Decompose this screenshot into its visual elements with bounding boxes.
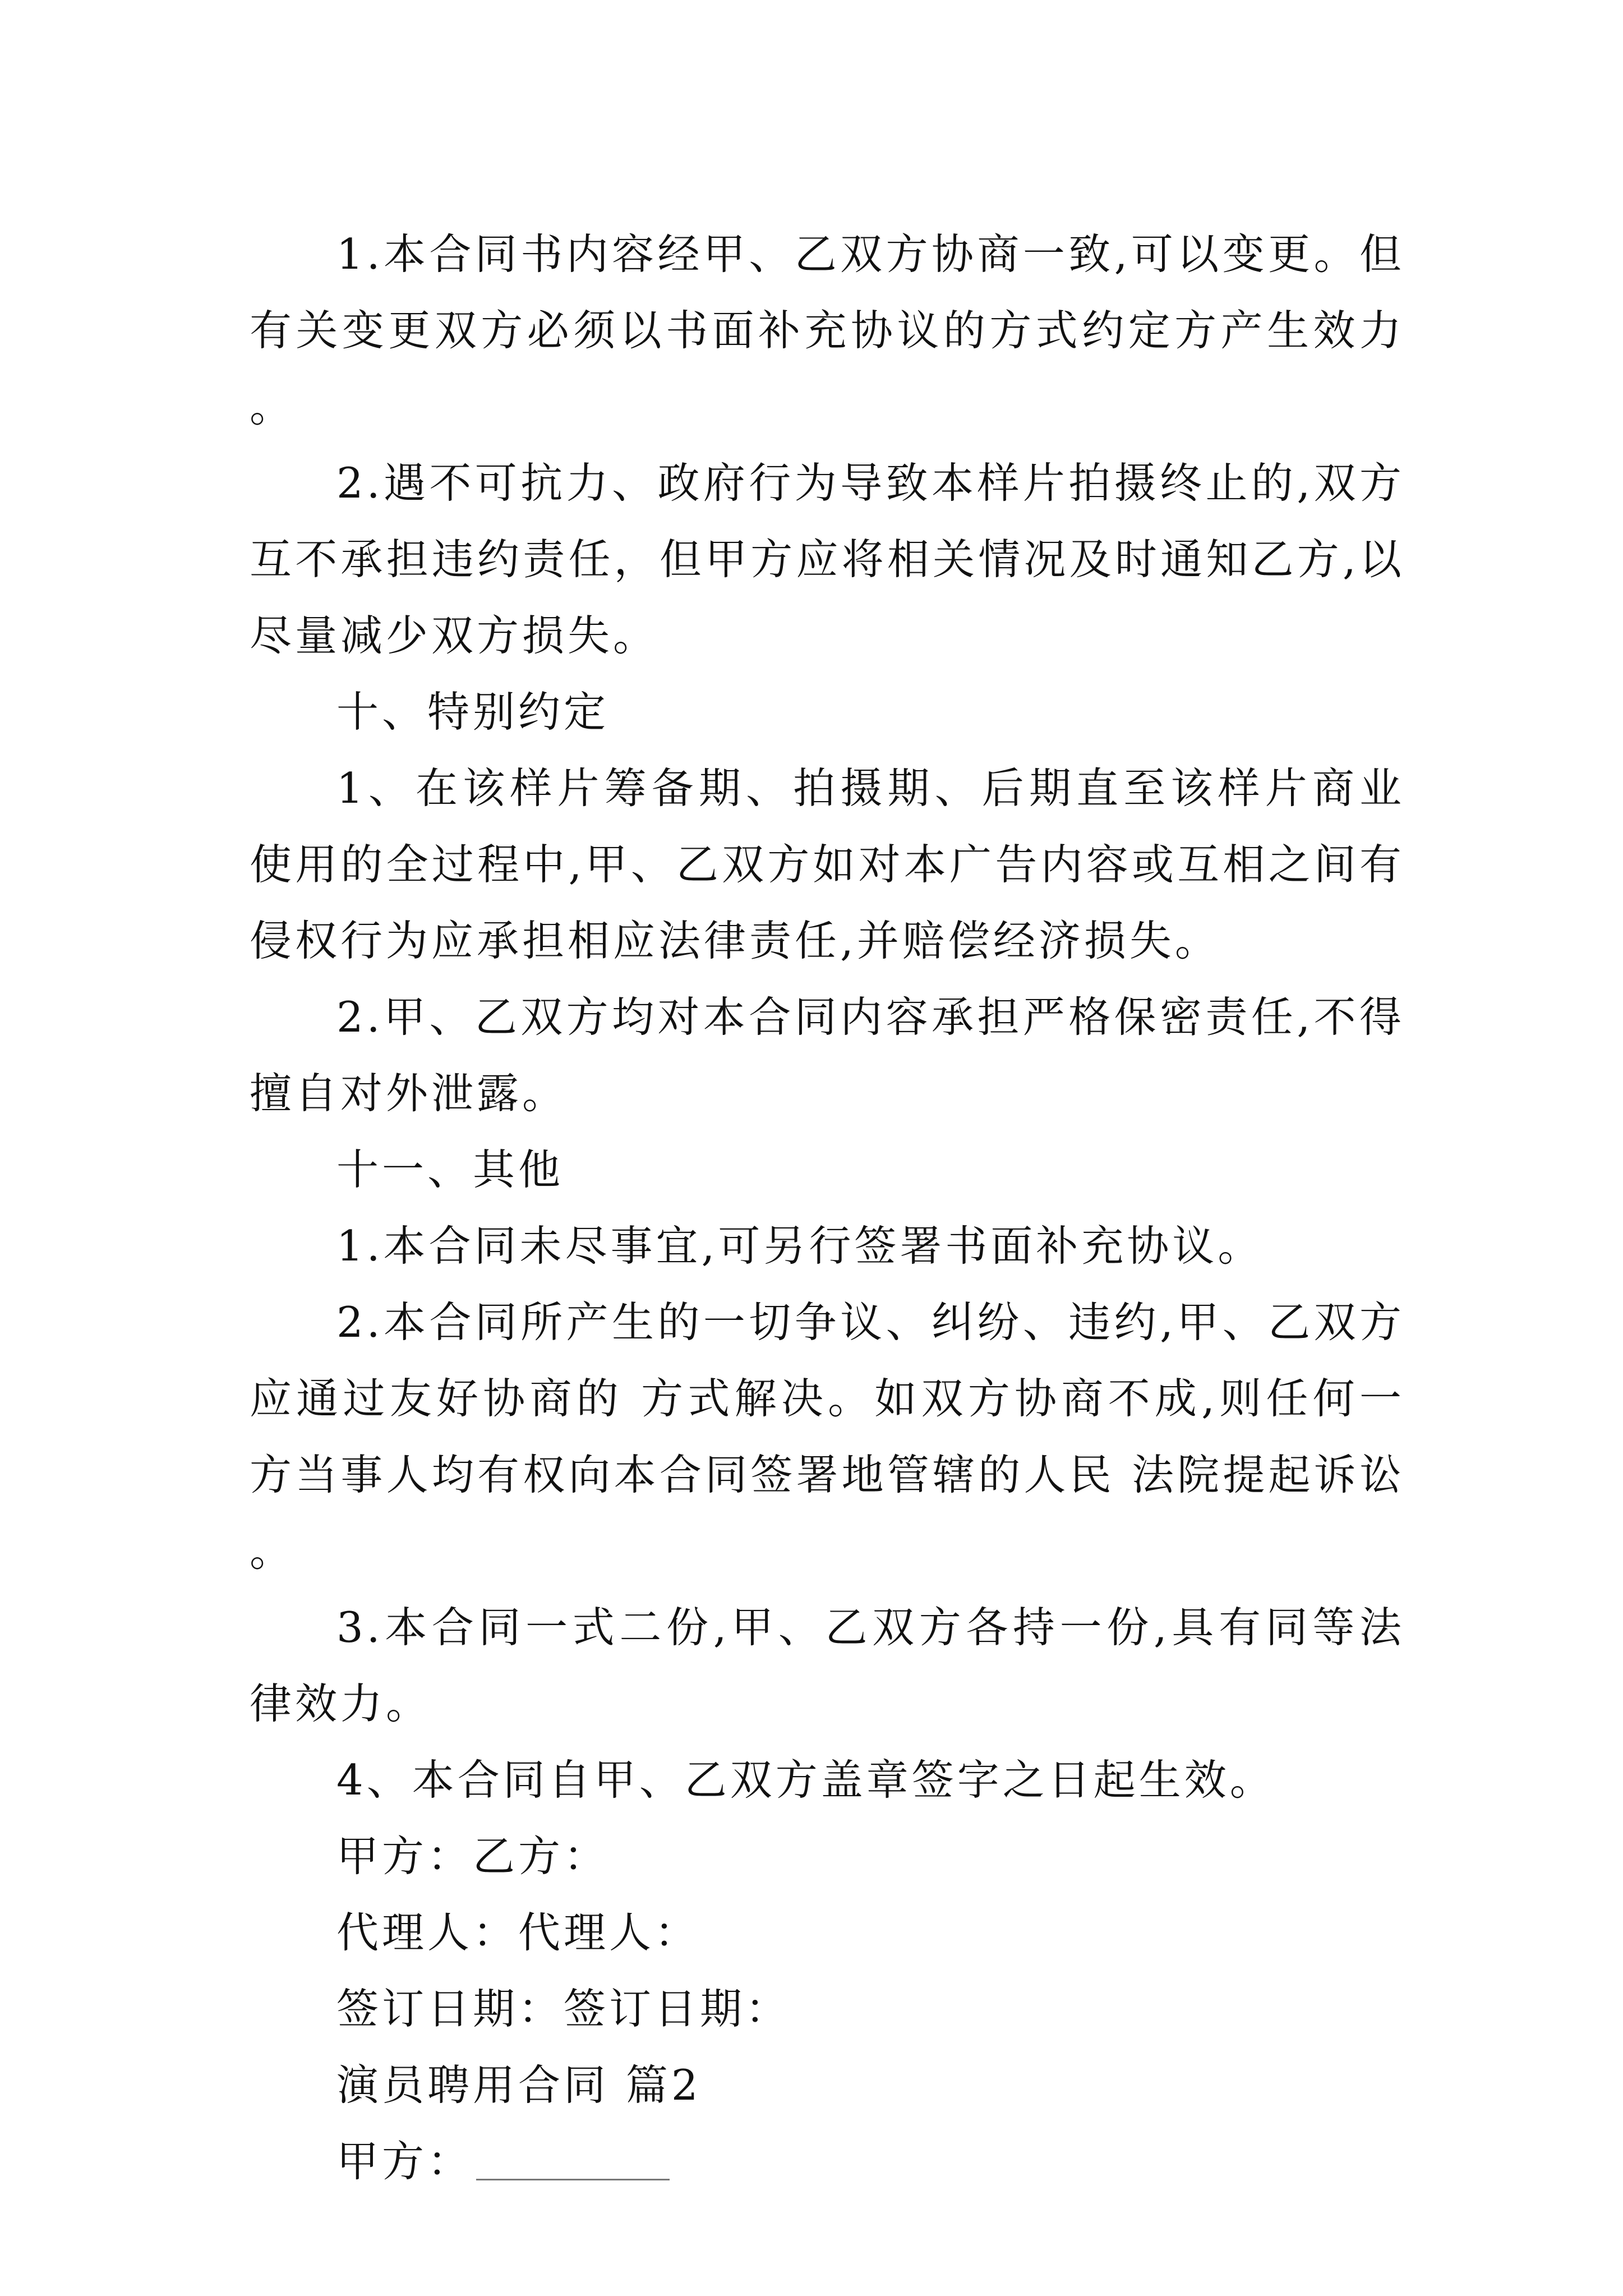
party-a-line (250, 2123, 1405, 2200)
document-body (250, 216, 1405, 2200)
clause-11-4: 4、本合同自甲、乙双方盖章签字之日起生效。 (336, 1755, 1275, 1805)
clause-10-2: 2.甲、乙双方均对本合同内容承担严格保密责任,不得擅自对外泄露。 (250, 992, 1405, 1118)
section-10-heading: 十、特别约定 (336, 687, 610, 737)
clause-11-3: 3.本合同一式二份,甲、乙双方各持一份,具有同等法律效力。 (250, 1603, 1405, 1728)
clause-9-2: 2.遇不可抗力、政府行为导致本样片拍摄终止的,双方互不承担违约责任，但甲方应将相关情况及时通知乙方,以尽量减少双方损失。 (250, 458, 1405, 660)
signature-dates: 签订日期：签订日期： (336, 1984, 791, 2033)
signature-agents: 代理人：代理人： (336, 1908, 700, 1957)
signature-parties: 甲方：乙方： (336, 1832, 610, 1881)
section-11-heading: 十一、其他 (336, 1145, 564, 1194)
contract-2-title: 演员聘用合同 篇2 (336, 2060, 702, 2110)
party-a-blank-underline (476, 2145, 670, 2180)
clause-11-1: 1.本合同未尽事宜,可另行签署书面补充协议。 (336, 1221, 1264, 1271)
clause-10-1: 1、在该样片筹备期、拍摄期、后期直至该样片商业使用的全过程中,甲、乙双方如对本广告内容或互相之间有侵权行为应承担相应法律责任,并赔偿经济损失。 (250, 763, 1405, 965)
clause-9-1: 1.本合同书内容经甲、乙双方协商一致,可以变更。但有关变更双方必须以书面补充协议的方式约定方产生效力。 (250, 229, 1405, 431)
clause-11-2: 2.本合同所产生的一切争议、纠纷、违约,甲、乙双方应通过友好协商的 方式解决。如双方协商不成,则任何一方当事人均有权向本合同签署地管辖的人民 法院提起诉讼。 (250, 1297, 1405, 1576)
party-a-label: 甲方： (336, 2137, 473, 2186)
